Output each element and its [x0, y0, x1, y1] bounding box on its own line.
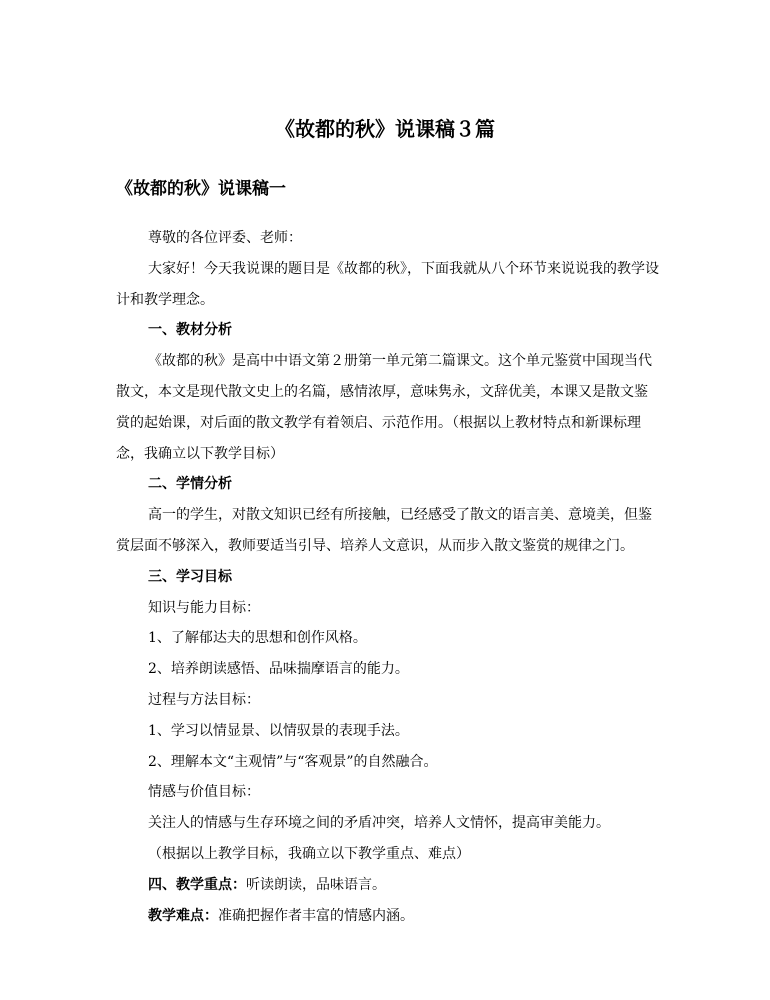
teaching-focus-text: 听读朗读，品味语言。	[246, 876, 386, 893]
teaching-focus-line	[116, 870, 661, 901]
student-analysis-heading: 二、学情分析	[148, 476, 232, 493]
knowledge-goals-label: 知识与能力目标：	[148, 599, 260, 616]
teaching-difficulty-text: 准确把握作者丰富的情感内涵。	[218, 907, 414, 924]
emotion-goals-label: 情感与价值目标：	[148, 784, 260, 801]
document-title: 《故都的秋》说课稿３篇	[275, 117, 495, 141]
teaching-focus-label: 四、教学重点：	[148, 876, 246, 893]
intro-paragraph: 大家好！今天我说课的题目是《故都的秋》，下面我就从八个环节来说说我的教学设计和教学理念。	[116, 260, 659, 308]
knowledge-goal-item: 2、培养朗读感悟、品味揣摩语言的能力。	[148, 661, 409, 678]
section-heading: 《故都的秋》说课稿一	[116, 179, 286, 199]
teaching-difficulty-label: 教学难点：	[148, 907, 218, 924]
document-body	[116, 223, 661, 931]
textbook-analysis-paragraph: 《故都的秋》是高中中语文第２册第一单元第二篇课文。这个单元鉴赏中国现当代散文，本文是现代散文史上的名篇，感情浓厚，意味隽永，文辞优美，本课又是散文鉴赏的起始课，对后面的散文教学有着领启、示范作用。（根据以上教材特点和新课标理念，我确立以下教学目标）	[116, 353, 652, 462]
knowledge-goal-item: 1、了解郁达夫的思想和创作风格。	[148, 630, 367, 647]
emotion-goals-paragraph: 关注人的情感与生存环境之间的矛盾冲突，培养人文情怀，提高审美能力。	[148, 815, 610, 832]
learning-goals-heading: 三、学习目标	[148, 568, 232, 585]
greeting-paragraph: 尊敬的各位评委、老师：	[148, 230, 302, 246]
teaching-difficulty-line	[116, 901, 661, 932]
process-goal-item: 2、理解本文“主观情”与“客观景”的自然融合。	[148, 753, 438, 770]
textbook-analysis-heading: 一、教材分析	[148, 322, 232, 339]
goals-note: （根据以上教学目标，我确立以下教学重点、难点）	[148, 845, 470, 862]
process-goal-item: 1、学习以情显景、以情驭景的表现手法。	[148, 722, 409, 739]
process-goals-label: 过程与方法目标：	[148, 691, 260, 708]
student-analysis-paragraph: 高一的学生，对散文知识已经有所接触，已经感受了散文的语言美、意境美，但鉴赏层面不够深入，教师要适当引导、培养人文意识，从而步入散文鉴赏的规律之门。	[116, 507, 652, 554]
